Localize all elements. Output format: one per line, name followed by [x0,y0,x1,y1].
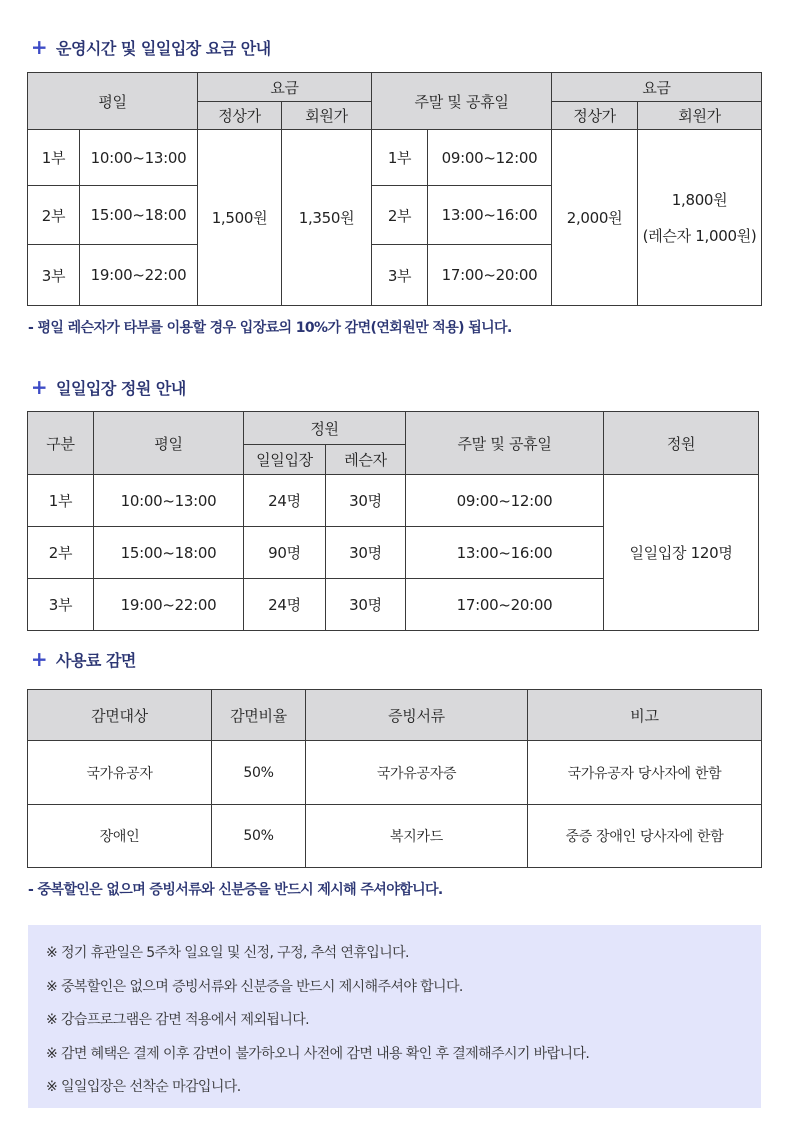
daily-capacity: 24명 [244,475,326,527]
weekend-time: 17:00~20:00 [428,245,552,306]
header-weekend: 주말 및 공휴일 [406,412,604,475]
plus-icon: + [30,35,48,59]
lesson-capacity: 30명 [326,527,406,579]
section-title-text: 일일입장 정원 안내 [56,378,186,398]
operating-hours-table [27,72,762,306]
weekday-member-price: 1,350원 [282,130,372,306]
plus-icon: + [30,647,48,671]
header-member: 회원가 [282,102,372,130]
weekday-time: 19:00~22:00 [80,245,198,306]
header-capacity: 정원 [244,412,406,445]
notice-line: ※ 일일입장은 선착순 마감입니다. [46,1079,241,1095]
header-fee-weekend: 요금 [552,73,762,102]
daily-capacity: 90명 [244,527,326,579]
table-row [28,805,762,868]
weekday-time: 10:00~13:00 [80,130,198,186]
header-regular: 정상가 [198,102,282,130]
weekend-part: 3부 [372,245,428,306]
reduction-document: 복지카드 [306,805,528,868]
weekday-part: 3부 [28,245,80,306]
header-weekday: 평일 [28,73,198,130]
daily-capacity: 24명 [244,579,326,631]
weekend-time: 13:00~16:00 [406,527,604,579]
weekday-regular-price: 1,500원 [198,130,282,306]
header-weekday: 평일 [94,412,244,475]
reduction-target: 국가유공자 [28,741,212,805]
weekday-part: 2부 [28,186,80,245]
reduction-target: 장애인 [28,805,212,868]
header-remark: 비고 [528,690,762,741]
weekend-member-price-line2: (레슨자 1,000원) [642,226,757,245]
fee-reduction-table [27,689,762,868]
table-row [28,475,759,527]
weekday-time: 15:00~18:00 [80,186,198,245]
weekday-part: 1부 [28,130,80,186]
weekday-time: 10:00~13:00 [94,475,244,527]
header-target: 감면대상 [28,690,212,741]
reduction-document: 국가유공자증 [306,741,528,805]
plus-icon: + [30,375,48,399]
reduction-remark: 중증 장애인 당사자에 한함 [528,805,762,868]
header-fee: 요금 [198,73,372,102]
weekday-time: 19:00~22:00 [94,579,244,631]
lesson-capacity: 30명 [326,579,406,631]
weekend-part: 2부 [372,186,428,245]
weekend-capacity: 일일입장 120명 [604,475,759,631]
header-member-weekend: 회원가 [638,102,762,130]
weekend-member-price-line1: 1,800원 [671,190,728,209]
notice-line: ※ 정기 휴관일은 5주차 일요일 및 신정, 구정, 추석 연휴입니다. [46,945,409,961]
header-weekend: 주말 및 공휴일 [372,73,552,130]
header-regular-weekend: 정상가 [552,102,638,130]
capacity-table [27,411,759,631]
weekend-time: 13:00~16:00 [428,186,552,245]
header-capacity-weekend: 정원 [604,412,759,475]
notice-line: ※ 강습프로그램은 감면 적용에서 제외됩니다. [46,1012,310,1028]
header-category: 구분 [28,412,94,475]
section-title-fee-reduction [28,648,136,670]
weekend-time: 09:00~12:00 [428,130,552,186]
part: 3부 [28,579,94,631]
table-row [28,741,762,805]
section-title-text: 사용료 감면 [56,650,136,670]
part: 2부 [28,527,94,579]
notice-box [28,925,761,1108]
section-title-text: 운영시간 및 일일입장 요금 안내 [56,38,271,58]
weekend-time: 09:00~12:00 [406,475,604,527]
notice-line: ※ 중복할인은 없으며 증빙서류와 신분증을 반드시 제시해주셔야 합니다. [46,978,463,995]
reduction-rate: 50% [212,741,306,805]
section-title-capacity [28,376,186,398]
reduction-rate: 50% [212,805,306,868]
header-lesson: 레슨자 [326,445,406,475]
weekday-time: 15:00~18:00 [94,527,244,579]
fee-reduction-note: - 중복할인은 없으며 증빙서류와 신분증을 반드시 제시해 주셔야합니다. [28,882,443,898]
lesson-capacity: 30명 [326,475,406,527]
weekend-regular-price: 2,000원 [552,130,638,306]
section-title-operating-hours [28,36,271,58]
operating-hours-note: - 평일 레슨자가 타부를 이용할 경우 입장료의 10%가 감면(연회원만 적용) 됩니다. [28,320,512,336]
header-rate: 감면비율 [212,690,306,741]
weekend-member-price [638,130,762,306]
notice-line: ※ 감면 혜택은 결제 이후 감면이 불가하오니 사전에 감면 내용 확인 후 결제해주시기 바랍니다. [46,1045,590,1062]
part: 1부 [28,475,94,527]
weekend-time: 17:00~20:00 [406,579,604,631]
reduction-remark: 국가유공자 당사자에 한함 [528,741,762,805]
weekend-part: 1부 [372,130,428,186]
header-daily: 일일입장 [244,445,326,475]
header-document: 증빙서류 [306,690,528,741]
